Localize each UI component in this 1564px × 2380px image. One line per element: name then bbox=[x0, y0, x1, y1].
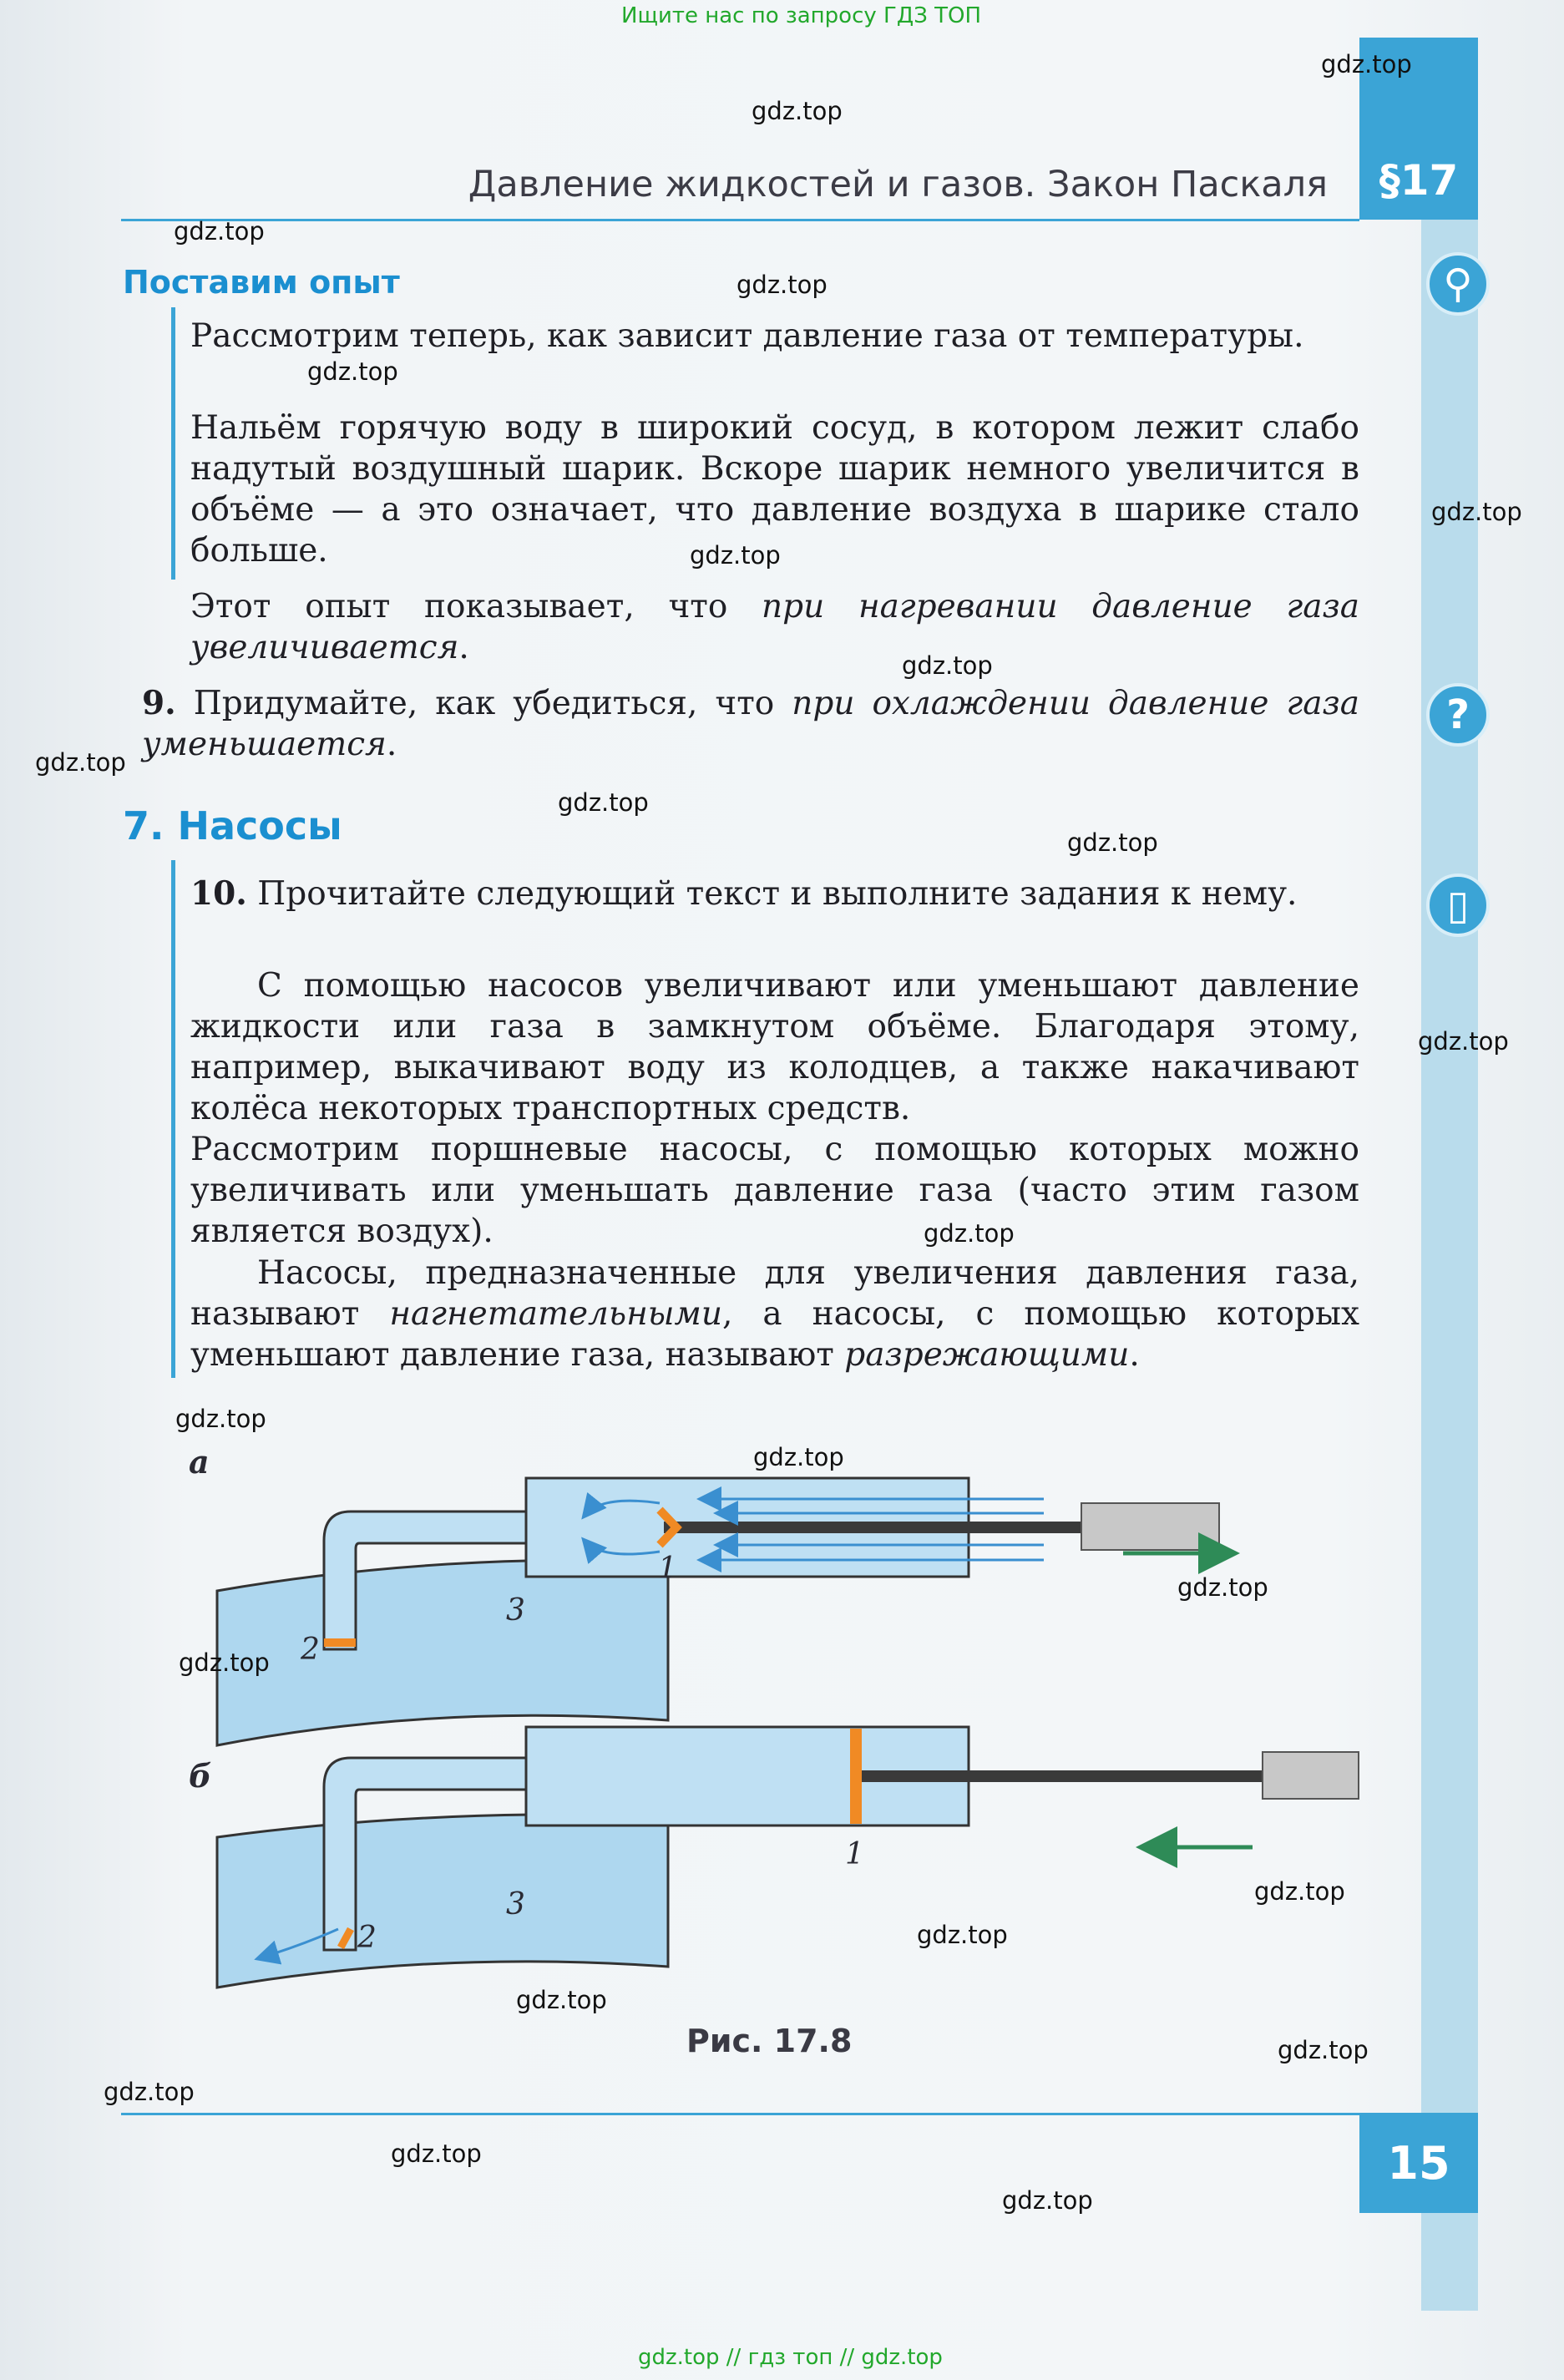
section-heading: 7. Насосы bbox=[123, 803, 342, 848]
p3-term-vacuum: разрежающими bbox=[844, 1336, 1130, 1374]
watermark: gdz.top bbox=[902, 651, 993, 680]
task-9-italic: при охлаждении давление газа уменьшается bbox=[142, 685, 1359, 763]
page-number: 15 bbox=[1359, 2113, 1478, 2213]
watermark: gdz.top bbox=[690, 541, 781, 570]
figure-b-num-2: 2 bbox=[357, 1921, 377, 1955]
magnifier-icon[interactable]: ⚲ bbox=[1426, 252, 1490, 316]
watermark: gdz.top bbox=[1431, 498, 1522, 526]
question-icon[interactable]: ? bbox=[1426, 683, 1490, 747]
watermark: gdz.top bbox=[1418, 1027, 1509, 1056]
bottom-banner[interactable]: gdz.top // гдз топ // gdz.top bbox=[638, 2345, 943, 2370]
task-9-end: . bbox=[386, 726, 397, 763]
p3-text-a: Насосы, предназначенные для увеличения давления газа, называют bbox=[190, 1254, 1359, 1333]
figure-b-num-3: 3 bbox=[506, 1887, 525, 1922]
watermark: gdz.top bbox=[391, 2139, 482, 2168]
watermark: gdz.top bbox=[174, 217, 265, 246]
task-9-text: Придумайте, как убедиться, что bbox=[193, 685, 792, 722]
watermark: gdz.top bbox=[104, 2078, 195, 2106]
task-10-number: 10. bbox=[190, 874, 247, 913]
p3-text-c: , а насосы, с помощью которых уменьшают давление газа, называют bbox=[190, 1295, 1360, 1374]
valve-a bbox=[324, 1638, 356, 1647]
watermark: gdz.top bbox=[516, 1986, 607, 2014]
p3-term-pressure: нагнетательными bbox=[389, 1295, 722, 1333]
vessel-a bbox=[217, 1560, 668, 1745]
watermark: gdz.top bbox=[736, 271, 828, 299]
watermark: gdz.top bbox=[307, 357, 398, 386]
chapter-title: Давление жидкостей и газов. Закон Паскаля bbox=[468, 164, 1328, 205]
figure-label-a: а bbox=[189, 1443, 210, 1481]
footer-divider bbox=[121, 2113, 1359, 2115]
p3-text-e: . bbox=[1129, 1336, 1140, 1374]
book-icon[interactable]: ▯ bbox=[1426, 874, 1490, 937]
figure-a-num-1: 1 bbox=[658, 1552, 677, 1586]
task-10-text: Прочитайте следующий текст и выполните задания к нему. bbox=[257, 875, 1298, 913]
experiment-paragraph-1: Рассмотрим теперь, как зависит давление газа от температуры. bbox=[190, 317, 1304, 355]
watermark: gdz.top bbox=[179, 1648, 270, 1677]
section-paragraph-2: Рассмотрим поршневые насосы, с помощью которых можно увеличивать или уменьшать давление газа (часто этим газом является воздух). bbox=[190, 1131, 1359, 1250]
section-tab: §17 bbox=[1359, 38, 1478, 220]
figure-b-num-1: 1 bbox=[845, 1837, 864, 1871]
watermark: gdz.top bbox=[752, 97, 843, 125]
conclusion-text: Этот опыт показывает, что bbox=[190, 588, 762, 625]
watermark: gdz.top bbox=[1067, 828, 1158, 857]
conclusion-end: . bbox=[458, 629, 469, 666]
watermark: gdz.top bbox=[1254, 1877, 1345, 1906]
watermark: gdz.top bbox=[1321, 50, 1412, 78]
experiment-paragraph-2: Нальём горячую воду в широкий сосуд, в котором лежит слабо надутый воздушный шарик. Вскоре шарик немного увеличится в объёме — а это означает, что давление воздуха в шарике стало больше. bbox=[190, 409, 1359, 570]
watermark: gdz.top bbox=[1002, 2186, 1093, 2215]
watermark: gdz.top bbox=[1278, 2036, 1369, 2064]
watermark: gdz.top bbox=[1177, 1573, 1268, 1602]
watermark: gdz.top bbox=[917, 1921, 1008, 1949]
figure-a-num-2: 2 bbox=[301, 1633, 320, 1667]
experiment-heading: Поставим опыт bbox=[123, 264, 400, 301]
task-9-number: 9. bbox=[142, 684, 176, 722]
vessel-b bbox=[217, 1815, 668, 1988]
watermark: gdz.top bbox=[924, 1219, 1015, 1248]
conclusion-italic: при нагревании давление газа увеличивается bbox=[190, 588, 1359, 666]
handle-b bbox=[1263, 1752, 1359, 1799]
rod-a bbox=[664, 1522, 1081, 1533]
watermark: gdz.top bbox=[753, 1443, 844, 1471]
figure-caption: Рис. 17.8 bbox=[686, 2023, 853, 2059]
figure-a-num-3: 3 bbox=[506, 1593, 525, 1628]
watermark: gdz.top bbox=[35, 748, 126, 777]
top-banner[interactable]: Ищите нас по запросу ГДЗ ТОП bbox=[621, 3, 982, 28]
piston-b bbox=[850, 1729, 862, 1824]
section-paragraph-1: С помощью насосов увеличивают или уменьшают давление жидкости или газа в замкнутом объёме. Благодаря этому, например, выкачивают воду из колодцев, а также накачивают колёса некоторых транспортных средств. bbox=[190, 967, 1359, 1127]
watermark: gdz.top bbox=[558, 788, 649, 817]
figure-label-b: б bbox=[189, 1757, 212, 1795]
watermark: gdz.top bbox=[175, 1405, 266, 1433]
handle-a bbox=[1081, 1503, 1219, 1550]
rod-b bbox=[862, 1770, 1263, 1782]
